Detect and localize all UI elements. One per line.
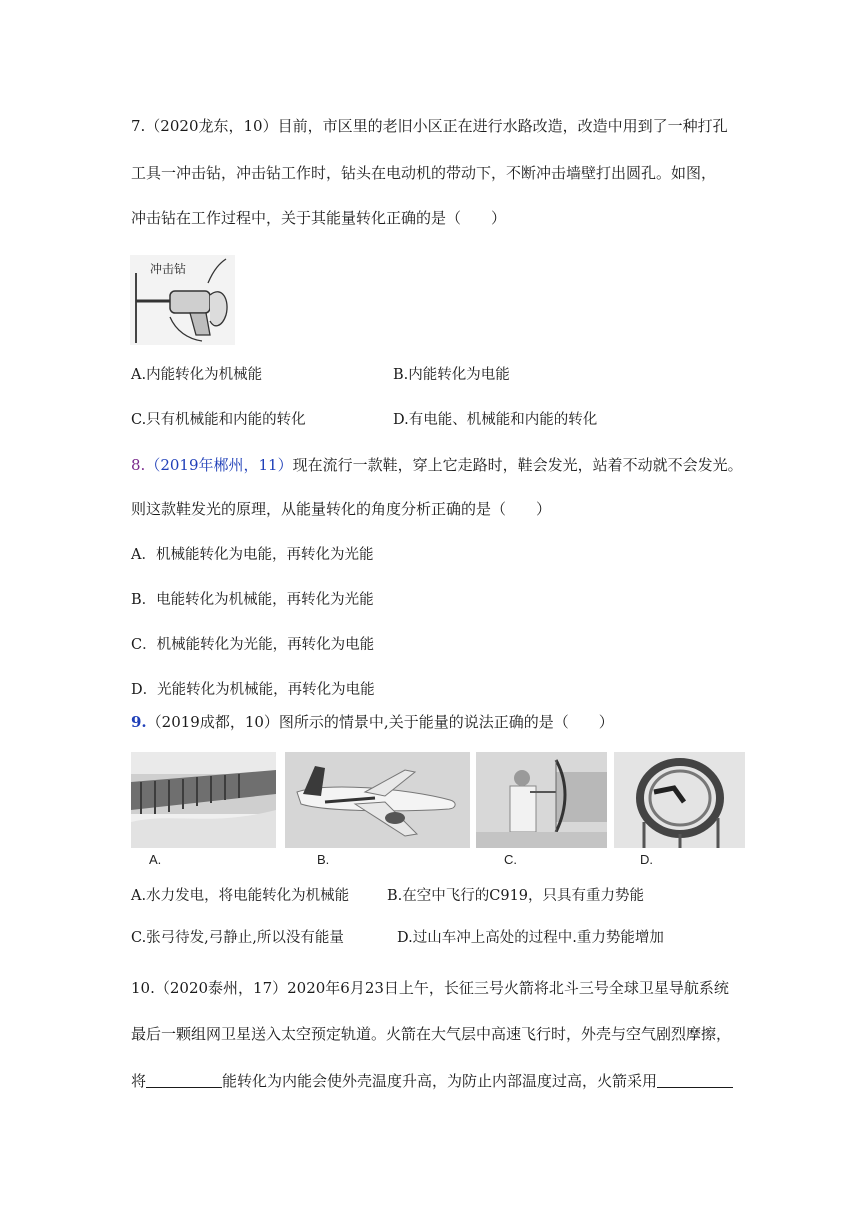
q10-blank-1[interactable] — [146, 1073, 222, 1088]
q8-stem: 现在流行一款鞋，穿上它走路时，鞋会发光，站着不动就不会发光。 — [292, 456, 743, 474]
q9-number: 9. — [131, 713, 147, 731]
q8-option-b: B．电能转化为机械能，再转化为光能 — [131, 592, 374, 608]
q7-line-3: 冲击钻在工作过程中，关于其能量转化正确的是（ ） — [131, 209, 507, 227]
q9-option-c: C.张弓待发,弓静止,所以没有能量 — [131, 930, 344, 946]
figure-label-b: B. — [317, 852, 330, 867]
q7-option-b: B.内能转化为电能 — [393, 367, 510, 383]
impact-drill-label: 冲击钻 — [150, 262, 187, 276]
q8-line-1 — [131, 455, 743, 475]
hydro-dam-photo — [131, 752, 276, 848]
q8-option-d: D．光能转化为机械能，再转化为电能 — [131, 682, 375, 698]
q10-blank-2[interactable] — [657, 1073, 733, 1088]
q7-line-1: 7.（2020龙东，10）目前，市区里的老旧小区正在进行水路改造，改造中用到了一种打孔 — [131, 117, 728, 135]
q8-source: （2019年郴州，11） — [145, 456, 293, 474]
q8-option-c: C．机械能转化为光能，再转化为电能 — [131, 637, 375, 653]
q7-line-2: 工具一冲击钻，冲击钻工作时，钻头在电动机的带动下，不断冲击墙壁打出圆孔。如图， — [131, 164, 717, 182]
q7-option-c: C.只有机械能和内能的转化 — [131, 412, 306, 428]
q9-option-b: B.在空中飞行的C919，只具有重力势能 — [387, 888, 645, 904]
c919-airplane-photo — [285, 752, 470, 848]
archer-photo — [476, 752, 607, 848]
q10-line-3 — [131, 1071, 733, 1091]
q10-line-2: 最后一颗组网卫星送入太空预定轨道。火箭在大气层中高速飞行时，外壳与空气剧烈摩擦， — [131, 1025, 732, 1043]
q10-line-3-middle: 能转化为内能会使外壳温度升高，为防止内部温度过高，火箭采用 — [222, 1072, 658, 1090]
q10-line-1: 10.（2020泰州，17）2020年6月23日上午，长征三号火箭将北斗三号全球卫星导航系统 — [131, 979, 729, 997]
q9-option-a: A.水力发电，将电能转化为机械能 — [131, 888, 350, 904]
q10-line-3-start: 将 — [131, 1072, 147, 1090]
impact-drill-figure — [130, 255, 235, 345]
roller-coaster-photo — [614, 752, 745, 848]
q9-stem: （2019成都，10）图所示的情景中,关于能量的说法正确的是（ ） — [146, 713, 614, 731]
figure-label-d: D. — [640, 852, 653, 867]
q8-number: 8. — [131, 456, 146, 474]
q7-option-a: A.内能转化为机械能 — [131, 367, 263, 383]
q7-option-d: D.有电能、机械能和内能的转化 — [393, 412, 598, 428]
q9-line-1 — [131, 712, 614, 732]
q8-option-a: A．机械能转化为电能，再转化为光能 — [131, 547, 374, 563]
figure-label-c: C. — [504, 852, 517, 867]
q9-option-d: D.过山车冲上高处的过程中.重力势能增加 — [397, 930, 664, 946]
figure-label-a: A. — [149, 852, 162, 867]
q8-line-2: 则这款鞋发光的原理，从能量转化的角度分析正确的是（ ） — [131, 500, 552, 518]
